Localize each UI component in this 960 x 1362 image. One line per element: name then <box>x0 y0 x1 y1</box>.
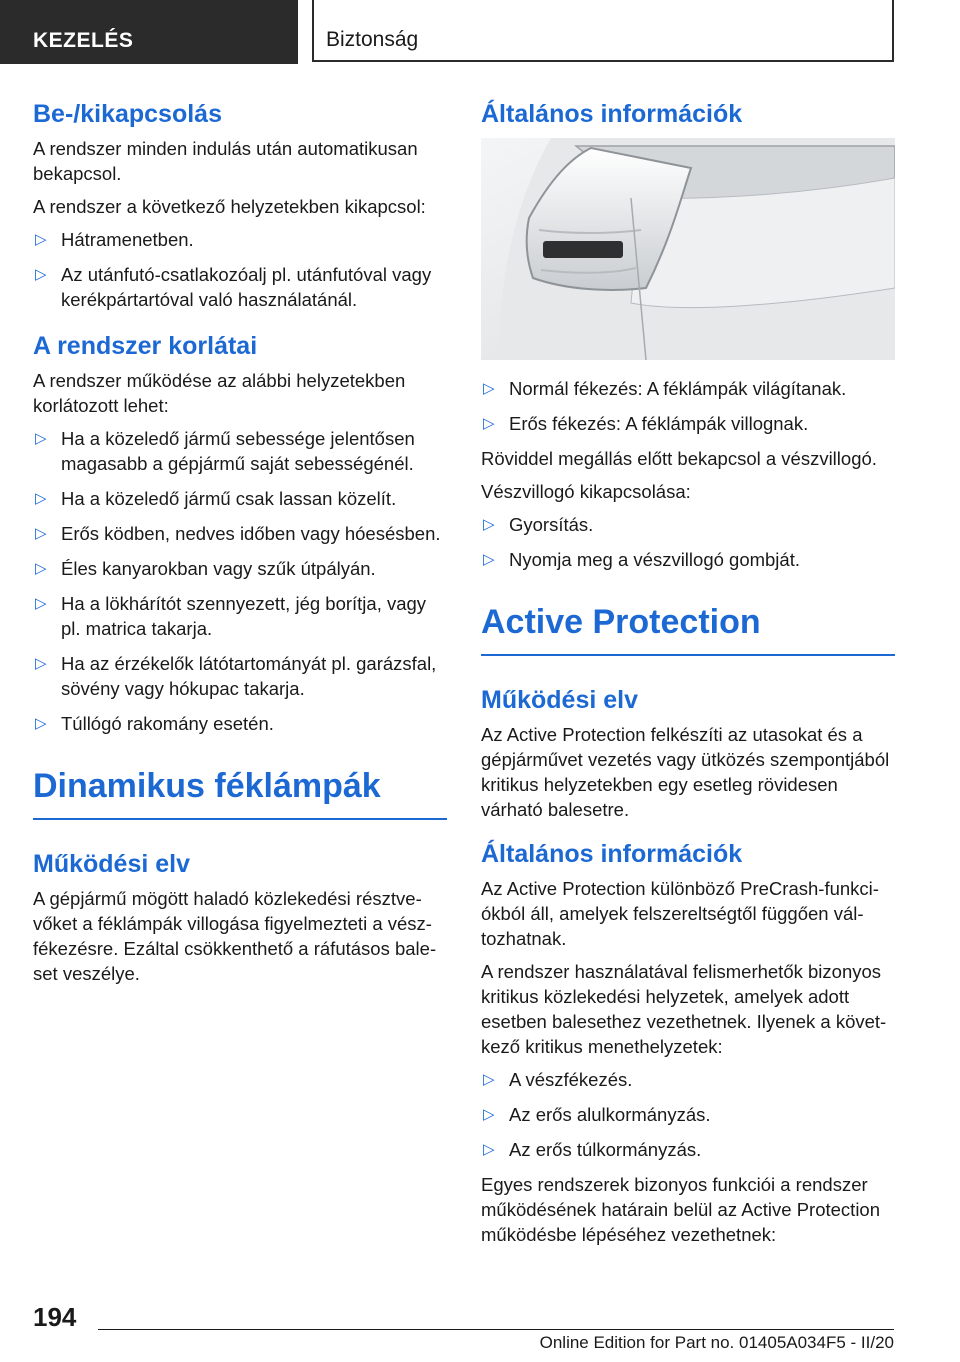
paragraph: Az Active Protection különböző PreCrash-funkciókból áll, amelyek felszereltségtől függően változhatnak. <box>481 878 879 949</box>
paragraph: Röviddel megállás előtt bekapcsol a vészvillogó. <box>481 448 877 469</box>
list-item: ▷ Az erős túlkormányzás. <box>483 1139 702 1160</box>
list-item: ▷ Ha a közeledő jármű sebessége jelentősen magasabb a gépjármű saját sebességénél. <box>35 428 415 474</box>
heading-principle: Működési elv <box>33 850 190 878</box>
section-tab <box>0 0 298 64</box>
list-item: ▷ Az utánfutó-csatlakozóalj pl. utánfutóval vagy kerékpártartóval való használatánál. <box>35 264 432 310</box>
brake-light-image <box>481 138 895 360</box>
bullet-list <box>481 376 895 436</box>
paragraph: A rendszer használatával felismerhetők bizonyos kritikus közlekedési helyzetek, amelyek adott esetben balesethez vezethetnek. Ilyenek a következő kritikus menethelyzetek: <box>481 961 887 1057</box>
list-item: ▷ Ha a közeledő jármű csak lassan közelít. <box>35 488 397 509</box>
triangle-right-outline-icon: ▷ <box>35 595 47 612</box>
triangle-right-outline-icon: ▷ <box>483 1141 495 1158</box>
bullet-list <box>481 512 895 572</box>
heading-general-info: Általános információk <box>481 100 743 128</box>
paragraph: A gépjármű mögött haladó közlekedési résztvevőket a féklámpák villogása figyelmezteti a vészfékezésre. Ezáltal csökkenthető a ráfutásos baleset veszélye. <box>33 888 437 984</box>
footer-edition: Online Edition for Part no. 01405A034F5 - II/20 <box>539 1333 894 1352</box>
triangle-right-outline-icon: ▷ <box>35 266 47 283</box>
chapter-label: Biztonság <box>326 28 419 51</box>
triangle-right-outline-icon: ▷ <box>483 1071 495 1088</box>
triangle-right-outline-icon: ▷ <box>483 415 495 432</box>
bullet-list <box>33 426 447 736</box>
list-item: ▷ A vészfékezés. <box>483 1069 633 1090</box>
paragraph: Vészvillogó kikapcsolása: <box>481 481 691 502</box>
triangle-right-outline-icon: ▷ <box>35 430 47 447</box>
triangle-right-outline-icon: ▷ <box>483 1106 495 1123</box>
list-item: ▷ Ha a lökhárítót szennyezett, jég borítja, vagy pl. matrica takarja. <box>35 593 427 639</box>
triangle-right-outline-icon: ▷ <box>35 715 47 732</box>
list-item: ▷ Az erős alulkormányzás. <box>483 1104 711 1125</box>
bullet-list <box>33 227 447 312</box>
bullet-list <box>481 1067 895 1162</box>
list-item: ▷ Erős fékezés: A féklámpák villognak. <box>483 413 809 434</box>
heading-dynamic-brake-lights: Dinamikus féklámpák <box>33 764 447 820</box>
heading-general-info-2: Általános információk <box>481 840 743 868</box>
heading-principle: Működési elv <box>481 686 638 714</box>
paragraph: Az Active Protection felkészíti az utasokat és a gépjárművet vezetés vagy ütközés szempontjából kritikus helyzetekben egy esetleg rövidesen várható balesetre. <box>481 724 890 820</box>
triangle-right-outline-icon: ▷ <box>483 516 495 533</box>
chapter-tab <box>312 0 894 62</box>
footer-divider <box>98 1329 894 1330</box>
right-column <box>481 98 895 1255</box>
list-item: ▷ Normál fékezés: A féklámpák világítanak. <box>483 378 847 399</box>
paragraph: Egyes rendszerek bizonyos funkciói a rendszer működésének határain belül az Active Protection működésbe lépéséhez vezethetnek: <box>481 1174 881 1245</box>
triangle-right-outline-icon: ▷ <box>483 380 495 397</box>
triangle-right-outline-icon: ▷ <box>35 560 47 577</box>
list-item: ▷ Hátramenetben. <box>35 229 194 250</box>
list-item: ▷ Erős ködben, nedves időben vagy hóesésben. <box>35 523 441 544</box>
triangle-right-outline-icon: ▷ <box>35 655 47 672</box>
list-item: ▷ Gyorsítás. <box>483 514 594 535</box>
heading-limits: A rendszer korlátai <box>33 332 258 360</box>
section-label: KEZELÉS <box>33 29 134 52</box>
tail-light-illustration <box>481 138 895 360</box>
left-column <box>33 98 447 994</box>
paragraph: A rendszer minden indulás után automatikusan bekapcsol. <box>33 138 418 184</box>
triangle-right-outline-icon: ▷ <box>35 525 47 542</box>
list-item: ▷ Túllógó rakomány esetén. <box>35 713 274 734</box>
triangle-right-outline-icon: ▷ <box>483 551 495 568</box>
triangle-right-outline-icon: ▷ <box>35 490 47 507</box>
heading-active-protection: Active Protection <box>481 600 895 656</box>
paragraph: A rendszer működése az alábbi helyzetekben korlátozott lehet: <box>33 370 406 416</box>
list-item: ▷ Nyomja meg a vészvillogó gombját. <box>483 549 800 570</box>
list-item: ▷ Éles kanyarokban vagy szűk útpályán. <box>35 558 376 579</box>
list-item: ▷ Ha az érzékelők látótartományát pl. garázsfal, sövény vagy hókupac takarja. <box>35 653 437 699</box>
paragraph: A rendszer a következő helyzetekben kikapcsol: <box>33 196 426 217</box>
page-number: 194 <box>33 1302 77 1332</box>
heading-on-off: Be-/kikapcsolás <box>33 100 222 128</box>
triangle-right-outline-icon: ▷ <box>35 231 47 248</box>
